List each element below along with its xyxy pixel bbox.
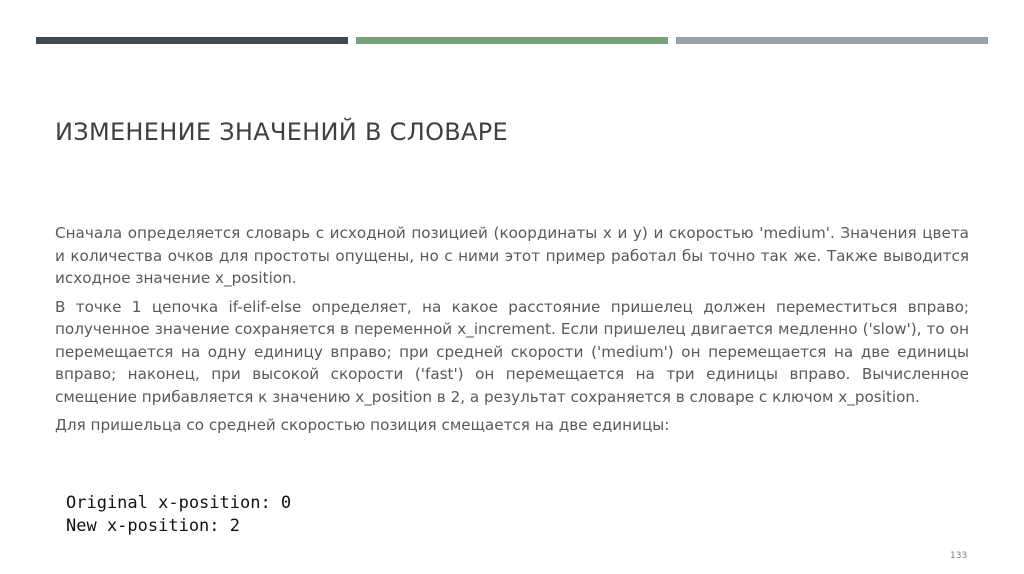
code-output-line-1: Original x-position: 0 <box>66 493 292 513</box>
page-number: 133 <box>950 551 968 561</box>
code-output-line-2: New x-position: 2 <box>66 516 240 536</box>
body-paragraph-3: Для пришельца со средней скоростью позиция смещается на две единицы: <box>55 416 670 434</box>
header-bar-gray <box>676 37 988 44</box>
slide-body <box>55 222 969 437</box>
body-paragraph-1: Сначала определяется словарь с исходной позицией (координаты x и y) и скоростью 'medium'. Значения цвета и количества очков для простоты опущены, но с ними этот пример работал бы точно так же. Также выводится исходное значение x_position. <box>55 224 969 287</box>
header-bar-dark <box>36 37 348 44</box>
body-paragraph-2: В точке 1 цепочка if-elif-else определяет, на какое расстояние пришелец должен переместиться вправо; полученное значение сохраняется в переменной x_increment. Если пришелец двигается медленно ('slow'), то он перемещается на одну единицу вправо; при средней скорости ('medium') он перемещается на две единицы вправо; наконец, при высокой скорости ('fast') он перемещается на три единицы вправо. Вычисленное смещение прибавляется к значению x_position в 2, а результат сохраняется в словаре с ключом x_position. <box>55 297 969 406</box>
header-bar-green <box>356 37 668 44</box>
slide-title: ИЗМЕНЕНИЕ ЗНАЧЕНИЙ В СЛОВАРЕ <box>55 118 508 146</box>
code-output-block <box>66 492 291 538</box>
